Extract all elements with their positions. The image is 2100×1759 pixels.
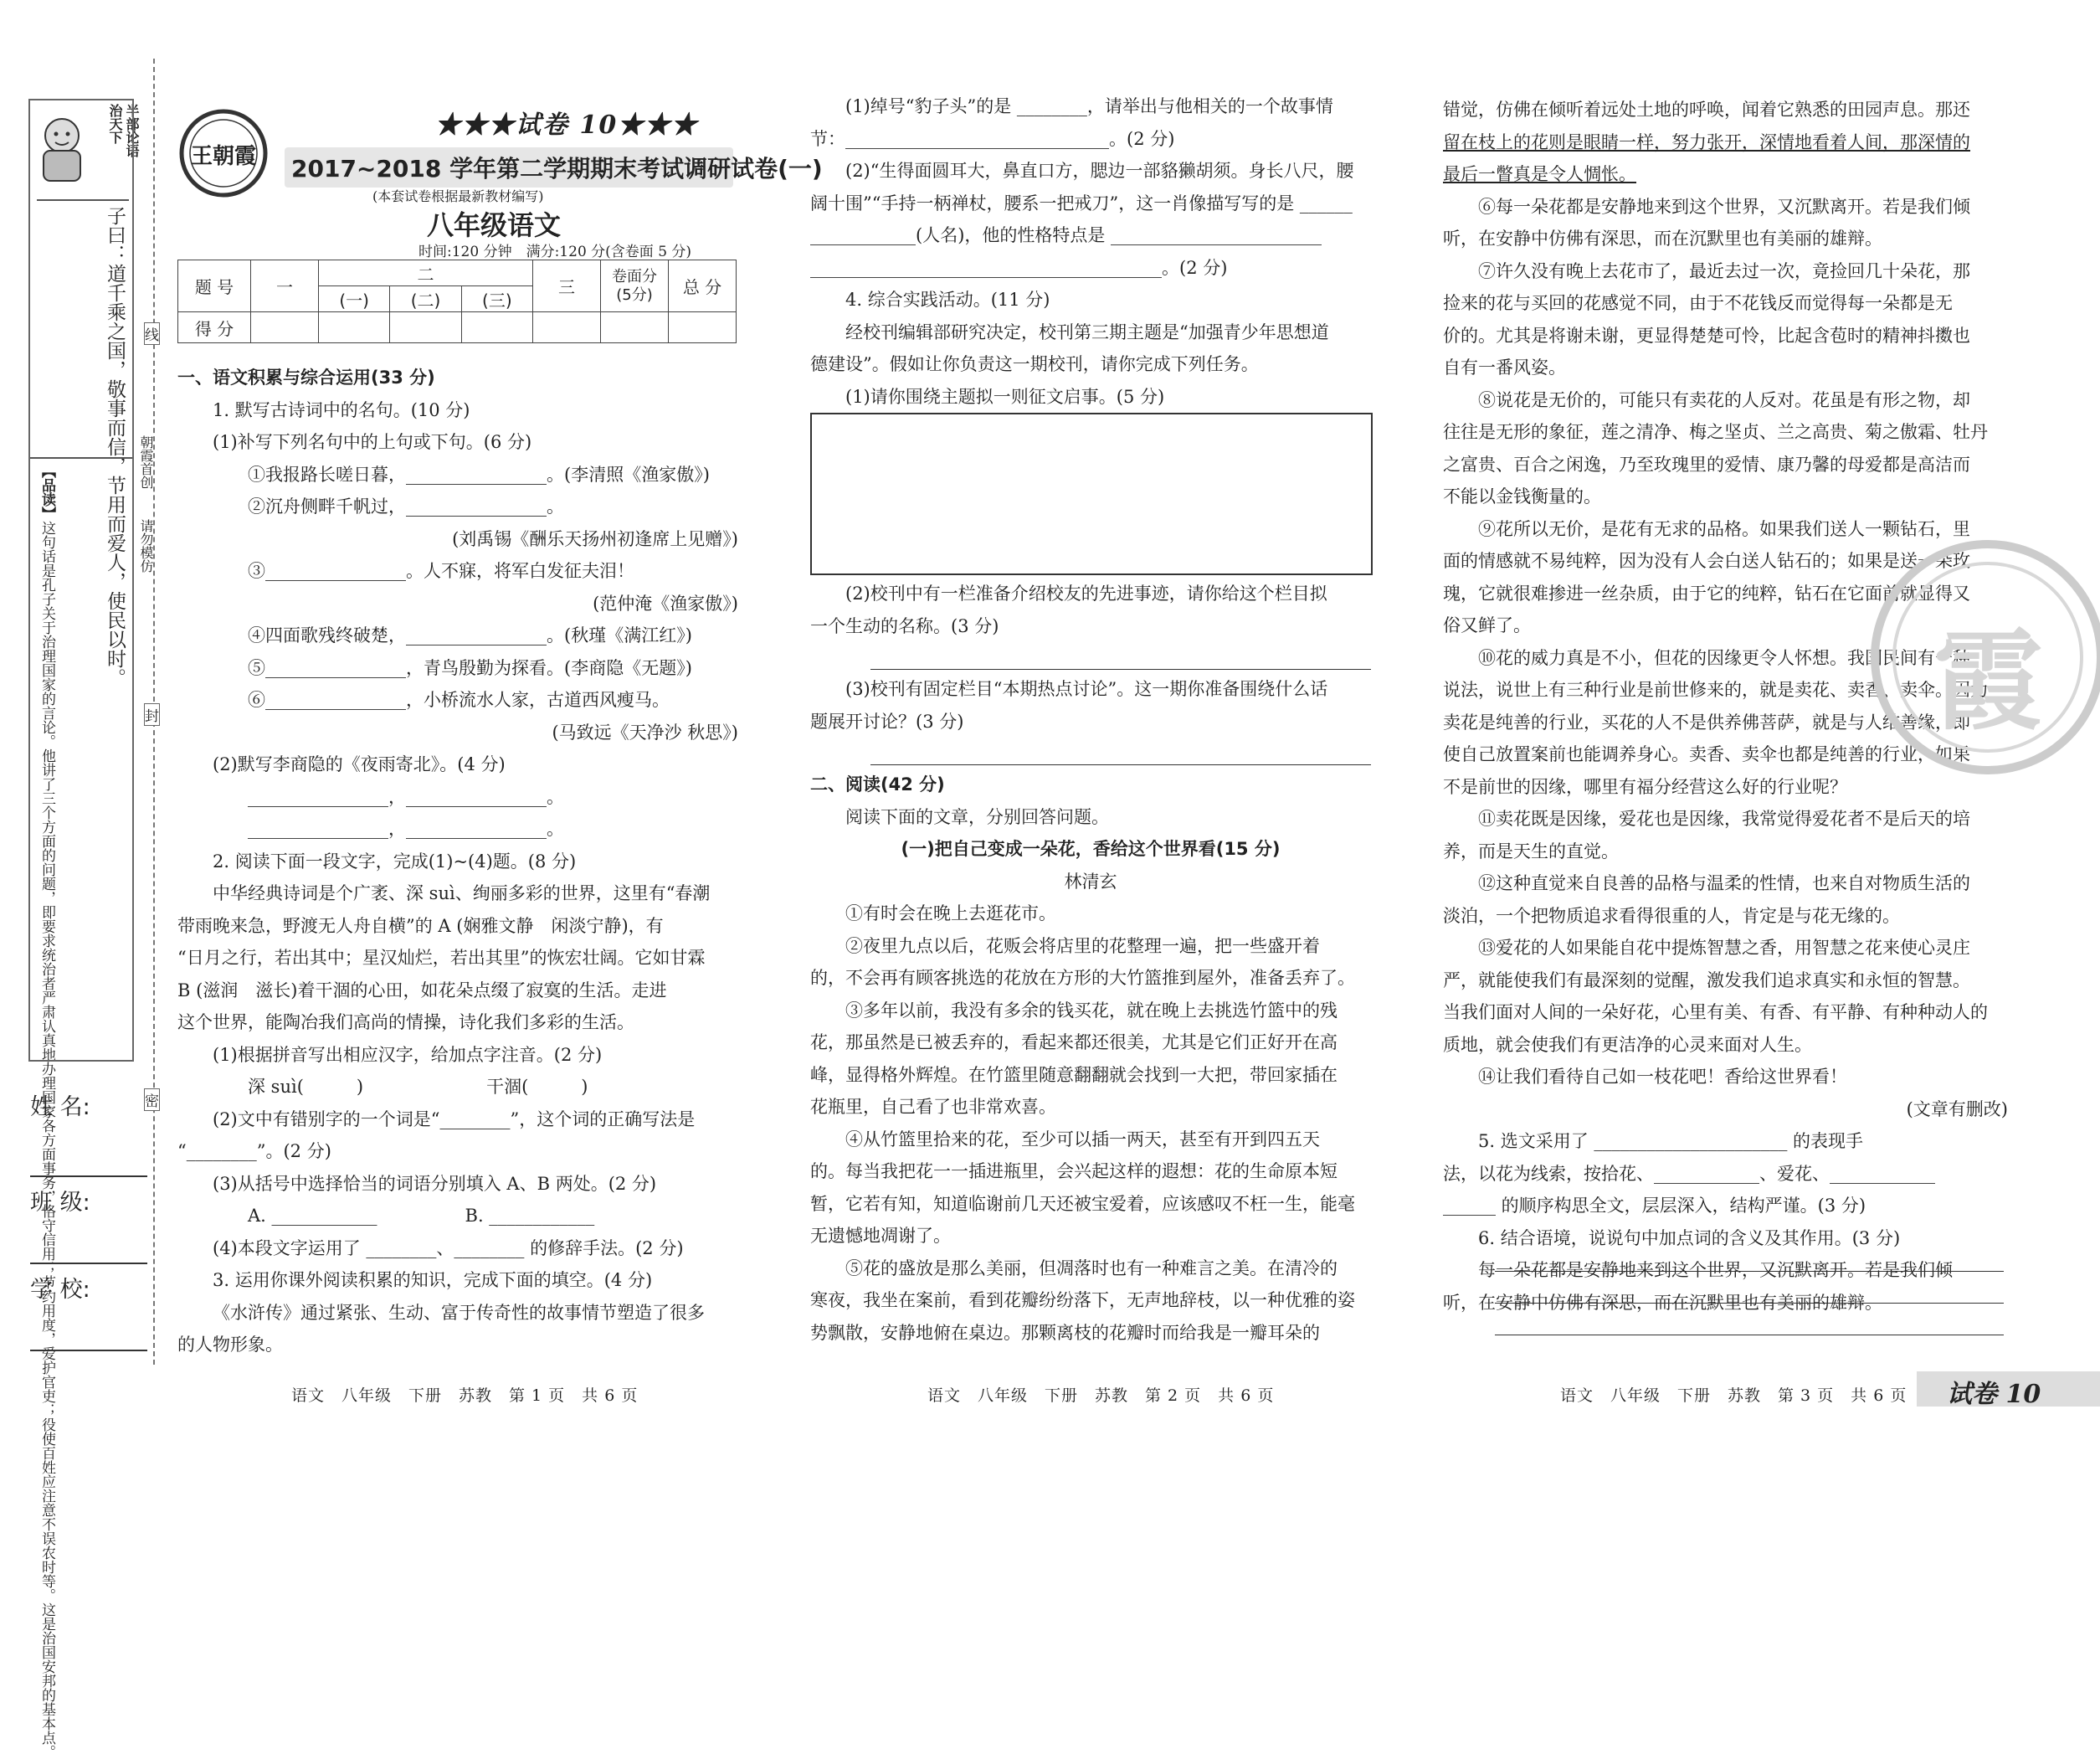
text-line: 留在枝上的花则是眼睛一样，努力张开，深情地看着人间，那深情的 bbox=[1443, 131, 1970, 152]
exam-note: (本套试卷根据最新教材编写) bbox=[372, 188, 544, 204]
field-school[interactable]: 学 校: bbox=[30, 1264, 147, 1351]
answer-line[interactable] bbox=[1495, 1303, 2004, 1304]
footer-badge: 试卷 10 bbox=[1917, 1371, 2100, 1407]
paper-number: ★★★试卷 10★★★ bbox=[435, 111, 699, 140]
text-line: ⑦许久没有晚上去花市了，最近去过一次，竟捡回几十朵花，那 bbox=[1478, 260, 1970, 281]
article-title: (一)把自己变成一朵花，香给这个世界看(15 分) bbox=[901, 839, 1281, 859]
subject-title: 八年级语文 bbox=[427, 209, 562, 241]
text-line: ________________________________________。(2 分) bbox=[810, 257, 1228, 278]
text-line: 听，在安静中仿佛有深思，而在沉默里也有美丽的雄辩。 bbox=[1443, 1292, 1882, 1313]
text-line: (2)校刊中有一栏准备介绍校友的先进事迹，请你给这个栏目拟 bbox=[845, 584, 1327, 604]
text-line: 花，那虽然是已被丢弃的，看起来都还很美，尤其是它们正好开在高 bbox=[810, 1032, 1338, 1052]
sidebar-tag: 治天下 bbox=[107, 104, 123, 144]
text-line: ④从竹篮里拾来的花，至少可以插一两天，甚至有开到四五天 bbox=[845, 1129, 1320, 1150]
text-line: ⑬爱花的人如果能自花中提炼智慧之香，用智慧之花来使心灵庄 bbox=[1478, 938, 1970, 958]
exam-time: 时间:120 分钟 满分:120 分(含卷面 5 分) bbox=[418, 244, 692, 260]
text-line: B (滋润 滋长)着干涸的心田，如花朵点缀了寂寞的生活。走进 bbox=[177, 980, 667, 1000]
text-line: 2. 阅读下面一段文字，完成(1)~(4)题。(8 分) bbox=[213, 851, 577, 872]
text-line: (3)从括号中选择恰当的词语分别填入 A、B 两处。(2 分) bbox=[213, 1173, 657, 1194]
text-line: 6. 结合语境，说说句中加点词的含义及其作用。(3 分) bbox=[1478, 1227, 1901, 1248]
text-line: 带雨晚来急，野渡无人舟自横”的 A (娴雅文静 闲淡宁静)，有 bbox=[177, 915, 664, 936]
score-cell[interactable] bbox=[251, 312, 319, 343]
text-line: ⑩花的威力真是不小，但花的因缘更令人怀想。我国民间有一种 bbox=[1478, 647, 1970, 668]
text-line: ②夜里九点以后，花贩会将店里的花整理一遍，把一些盛开着 bbox=[845, 935, 1320, 956]
text-line: 不是前世的因缘，哪里有福分经营这么好的行业呢？ bbox=[1443, 776, 1847, 797]
margin-mark-2: 封 bbox=[144, 703, 160, 726]
essay-answer-box[interactable] bbox=[810, 413, 1373, 575]
text-line: 阅读下面的文章，分别回答问题。 bbox=[845, 806, 1109, 827]
text-line: 错觉，仿佛在倾听着远处土地的呼唤，闻着它熟悉的田园声息。那还 bbox=[1443, 100, 1970, 120]
text-line: ⑥每一朵花都是安静地来到这个世界，又沉默离开。若是我们倾 bbox=[1478, 196, 1970, 217]
text-line: (文章有删改) bbox=[1906, 1098, 2008, 1119]
text-line: (2)默写李商隐的《夜雨寄北》。(4 分) bbox=[213, 754, 506, 774]
text-line: 的，不会再有顾客挑选的花放在方形的大竹篮推到屋外，准备丢弃了。 bbox=[810, 968, 1355, 988]
text-line: (1)绰号“豹子头”的是 ________，请举出与他相关的一个故事情 bbox=[845, 96, 1333, 116]
article-author: 林清玄 bbox=[1064, 871, 1117, 892]
margin-text-2: 请勿模仿 bbox=[138, 519, 154, 573]
text-line: 4. 综合实践活动。(11 分) bbox=[845, 290, 1050, 310]
text-line: 这个世界，能陶冶我们高尚的情操，诗化我们多彩的生活。 bbox=[177, 1012, 634, 1032]
text-line: 之富贵、百合之闲逸，乃至玫瑰里的爱情、康乃馨的母爱都是高洁而 bbox=[1443, 454, 1970, 475]
text-line: 寒夜，我坐在案前，看到花瓣纷纷落下，无声地辞枝，以一种优雅的姿 bbox=[810, 1290, 1355, 1310]
text-line: 3. 运用你课外阅读积累的知识，完成下面的填空。(4 分) bbox=[213, 1270, 653, 1290]
section-heading: 二、阅读(42 分) bbox=[810, 774, 945, 795]
text-line: (刘禹锡《酬乐天扬州初逢席上见赠》) bbox=[452, 528, 738, 549]
text-line: 节：______________________________。(2 分) bbox=[810, 128, 1175, 149]
watermark-seal: 霞 bbox=[1866, 536, 2100, 779]
text-line: 瑰，它就很难掺进一丝杂质，由于它的纯粹，钻石在它面前就显得又 bbox=[1443, 583, 1970, 604]
text-line: 题展开讨论？(3 分) bbox=[810, 711, 964, 732]
text-line: 一个生动的名称。(3 分) bbox=[810, 615, 999, 636]
text-line: 暂，它若有知，知道临谢前几天还被宝爱着，应该感叹不枉一生，能毫 bbox=[810, 1193, 1355, 1214]
text-line: ⑭让我们看待自己如一枝花吧！香给这世界看！ bbox=[1478, 1067, 1847, 1087]
sidebar-tag-chars: 半部论语 bbox=[124, 104, 140, 157]
text-line: 经校刊编辑部研究决定，校刊第三期主题是“加强青少年思想道 bbox=[845, 321, 1329, 342]
text-line: 捡来的花与买回的花感觉不同，由于不花钱反而觉得每一朵都是无 bbox=[1443, 293, 1953, 313]
text-line: 俗又鲜了。 bbox=[1443, 615, 1531, 635]
text-line: ③多年以前，我没有多余的钱买花，就在晚上去挑选竹篮中的残 bbox=[845, 1000, 1338, 1021]
text-line: 养，而是天生的直觉。 bbox=[1443, 841, 1619, 861]
text-line: (4)本段文字运用了 ________、________ 的修辞手法。(2 分) bbox=[213, 1237, 684, 1258]
sidebar-quote: 子曰：道千乘之国，敬事而信，节用而爱人，使民以时。 bbox=[37, 199, 129, 482]
text-line: ________________，________________。 bbox=[248, 819, 564, 839]
text-line: 卖花是纯善的行业，买花的人不是供养佛菩萨，就是与人结善缘，即 bbox=[1443, 712, 1970, 733]
text-line: 法，以花为线索，按拾花、____________、爱花、____________ bbox=[1443, 1163, 1935, 1184]
text-line: 的人物形象。 bbox=[177, 1335, 283, 1355]
text-line: ④四面歌残终破楚，________________。(秋瑾《满江红》) bbox=[248, 625, 692, 645]
text-line: 不能以金钱衡量的。 bbox=[1443, 486, 1601, 507]
score-table: 题 号 一 二 三 卷面分 (5分) 总 分 (一) (二) (三) 得 分 bbox=[177, 260, 737, 343]
text-line: 淡泊，一个把物质追求看得很重的人，肯定是与花无缘的。 bbox=[1443, 905, 1900, 926]
text-line: (马致远《天净沙 秋思》) bbox=[552, 722, 738, 743]
text-line: ⑪卖花既是因缘，爱花也是因缘，我常觉得爱花者不是后天的培 bbox=[1478, 809, 1970, 829]
text-line: (1)根据拼音写出相应汉字，给加点字注音。(2 分) bbox=[213, 1044, 603, 1065]
text-line: 往往是无形的象征，莲之清净、梅之坚贞、兰之高贵、菊之傲霜、牡丹 bbox=[1443, 422, 1988, 442]
margin-text-1: 朝霞首创 bbox=[138, 435, 154, 489]
text-line: ②沉舟侧畔千帆过，________________。 bbox=[248, 496, 564, 517]
text-line: (2)文中有错别字的一个词是“________”，这个词的正确写法是 bbox=[213, 1108, 696, 1129]
text-line: ⑧说花是无价的，可能只有卖花的人反对。花虽是有形之物，却 bbox=[1478, 389, 1970, 410]
text-line: 每一朵花都是安静地来到这个世界，又沉默离开。若是我们倾 bbox=[1478, 1260, 1953, 1280]
note-text: 这句话是孔子关于治理国家的言论。他讲了三个方面的问题，即要求统治者严肃认真地办理国家各方面事务，恪守信用；节约用度，爱护官吏；役使百姓应注意不误农时等。这是治国安邦的基本点。 bbox=[39, 521, 55, 1759]
exam-title: 2017~2018 学年第二学期期末考试调研试卷(一) bbox=[285, 147, 733, 188]
text-line: 质地，就会使我们有更洁净的心灵来面对人生。 bbox=[1443, 1034, 1812, 1055]
field-class[interactable]: 班 级: bbox=[30, 1177, 147, 1264]
text-line: 使自己放置案前也能调养身心。卖香、卖伞也都是纯善的行业，如果 bbox=[1443, 744, 1970, 764]
text-line: ③________________。人不寐，将军白发征夫泪！ bbox=[248, 561, 634, 581]
text-line: 说法，说世上有三种行业是前世修来的，就是卖花、卖香、卖伞。因为 bbox=[1443, 680, 1988, 700]
logo: 王朝霞 bbox=[177, 107, 270, 199]
text-line: “________”。(2 分) bbox=[177, 1141, 331, 1161]
text-line: 阔十围”“手持一柄禅杖，腰系一把戒刀”，这一肖像描写写的是 ______ bbox=[810, 193, 1353, 213]
text-line: (1)请你围绕主题拟一则征文启事。(5 分) bbox=[845, 386, 1165, 407]
text-line: (范仲淹《渔家傲》) bbox=[593, 593, 738, 614]
text-line: 花瓶里，自己看了也非常欢喜。 bbox=[810, 1097, 1056, 1117]
text-line: A. ____________ B. ____________ bbox=[248, 1206, 595, 1226]
text-line: “日月之行，若出其中；星汉灿烂，若出其里”的恢宏壮阔。它如甘霖 bbox=[177, 948, 706, 968]
text-line: 当我们面对人间的一朵好花，心里有美、有香、有平静、有种种动人的 bbox=[1443, 1002, 1988, 1022]
text-line: (3)校刊有固定栏目“本期热点讨论”。这一期你准备围绕什么话 bbox=[845, 679, 1328, 699]
answer-line[interactable] bbox=[870, 642, 1371, 670]
text-line: 严，就能使我们有最深刻的觉醒，激发我们追求真实和永恒的智慧。 bbox=[1443, 970, 1970, 990]
text-line: 中华经典诗词是个广袤、深 suì、绚丽多彩的世界，这里有“春潮 bbox=[213, 883, 711, 903]
text-line: 5. 选文采用了 ______________________ 的表现手 bbox=[1478, 1131, 1864, 1151]
text-line: 深 suì( ) 干涸( ) bbox=[248, 1077, 588, 1097]
text-line: ①有时会在晚上去逛花市。 bbox=[845, 903, 1056, 923]
text-line: ⑤花的盛放是那么美丽，但凋落时也有一种难言之美。在清冷的 bbox=[845, 1258, 1338, 1278]
text-line: ________________，________________。 bbox=[248, 786, 564, 807]
text-line: 势飘散，安静地俯在桌边。那颗离枝的花瓣时而给我是一瓣耳朵的 bbox=[810, 1322, 1320, 1343]
page-1-column bbox=[177, 362, 738, 1361]
text-line: ⑤________________，青鸟殷勤为探看。(李商隐《无题》) bbox=[248, 657, 692, 678]
text-line: 无遗憾地凋谢了。 bbox=[810, 1226, 951, 1246]
footer-page-1: 语文 八年级 下册 苏教 第 1 页 共 6 页 bbox=[291, 1386, 639, 1405]
text-line: ①我报路长嗟日暮，________________。(李清照《渔家傲》) bbox=[248, 464, 710, 485]
footer-page-2: 语文 八年级 下册 苏教 第 2 页 共 6 页 bbox=[927, 1386, 1275, 1405]
text-line: 的。每当我把花一一插进瓶里，会兴起这样的遐想：花的生命原本短 bbox=[810, 1161, 1338, 1181]
student-fields bbox=[30, 1088, 147, 1351]
text-line: 价的。尤其是将谢未谢，更显得楚楚可怜，比起含苞时的精神抖擞也 bbox=[1443, 325, 1970, 346]
text-line: ⑥________________，小桥流水人家，古道西风瘦马。 bbox=[248, 690, 670, 710]
answer-line[interactable] bbox=[870, 738, 1371, 765]
text-line: 德建设”。假如让你负责这一期校刊，请你完成下列任务。 bbox=[810, 354, 1259, 374]
text-line: ____________(人名)，他的性格特点是 ________________________ bbox=[810, 225, 1322, 245]
section-heading: 一、语文积累与综合运用(33 分) bbox=[177, 368, 435, 388]
note-label: 【品读】 bbox=[39, 464, 55, 521]
margin-mark-1: 线 bbox=[144, 322, 160, 345]
text-line: 1. 默写古诗词中的名句。(10 分) bbox=[213, 399, 470, 420]
page-2-column-lower bbox=[810, 578, 1371, 1349]
text-line: ⑨花所以无价，是花有无求的品格。如果我们送人一颗钻石，里 bbox=[1478, 518, 1970, 539]
text-line: 《水浒传》通过紧张、生动、富于传奇性的故事情节塑造了很多 bbox=[213, 1302, 705, 1323]
text-line: 自有一番风姿。 bbox=[1443, 357, 1566, 378]
text-line: 听，在安静中仿佛有深思，而在沉默里也有美丽的雄辩。 bbox=[1443, 229, 1882, 249]
page-2-column bbox=[810, 90, 1371, 413]
score-label: 题 号 bbox=[178, 260, 251, 312]
answer-line[interactable] bbox=[1495, 1271, 2004, 1272]
text-line: 面的情感就不易纯粹，因为没有人会白送人钻石的；如果是送一朵玫 bbox=[1443, 551, 1970, 571]
text-line: (1)补写下列名句中的上句或下句。(6 分) bbox=[213, 432, 532, 452]
margin-mark-3: 密 bbox=[144, 1088, 160, 1111]
field-name[interactable]: 姓 名: bbox=[30, 1088, 147, 1177]
text-line: 最后一瞥真是令人惆怅。 bbox=[1443, 164, 1636, 184]
text-line: ______ 的顺序构思全文，层层深入，结构严谨。(3 分) bbox=[1443, 1196, 1866, 1216]
text-line: ⑫这种直觉来自良善的品格与温柔的性情，也来自对物质生活的 bbox=[1478, 873, 1970, 893]
sidebar-border bbox=[28, 99, 134, 1062]
text-line: 峰，显得格外辉煌。在竹篮里随意翻翻就会找到一大把，带回家插在 bbox=[810, 1064, 1338, 1085]
text-line: (2)“生得面圆耳大，鼻直口方，腮边一部貉獭胡须。身长八尺，腰 bbox=[845, 161, 1354, 181]
footer-page-3: 语文 八年级 下册 苏教 第 3 页 共 6 页 bbox=[1560, 1386, 1907, 1405]
